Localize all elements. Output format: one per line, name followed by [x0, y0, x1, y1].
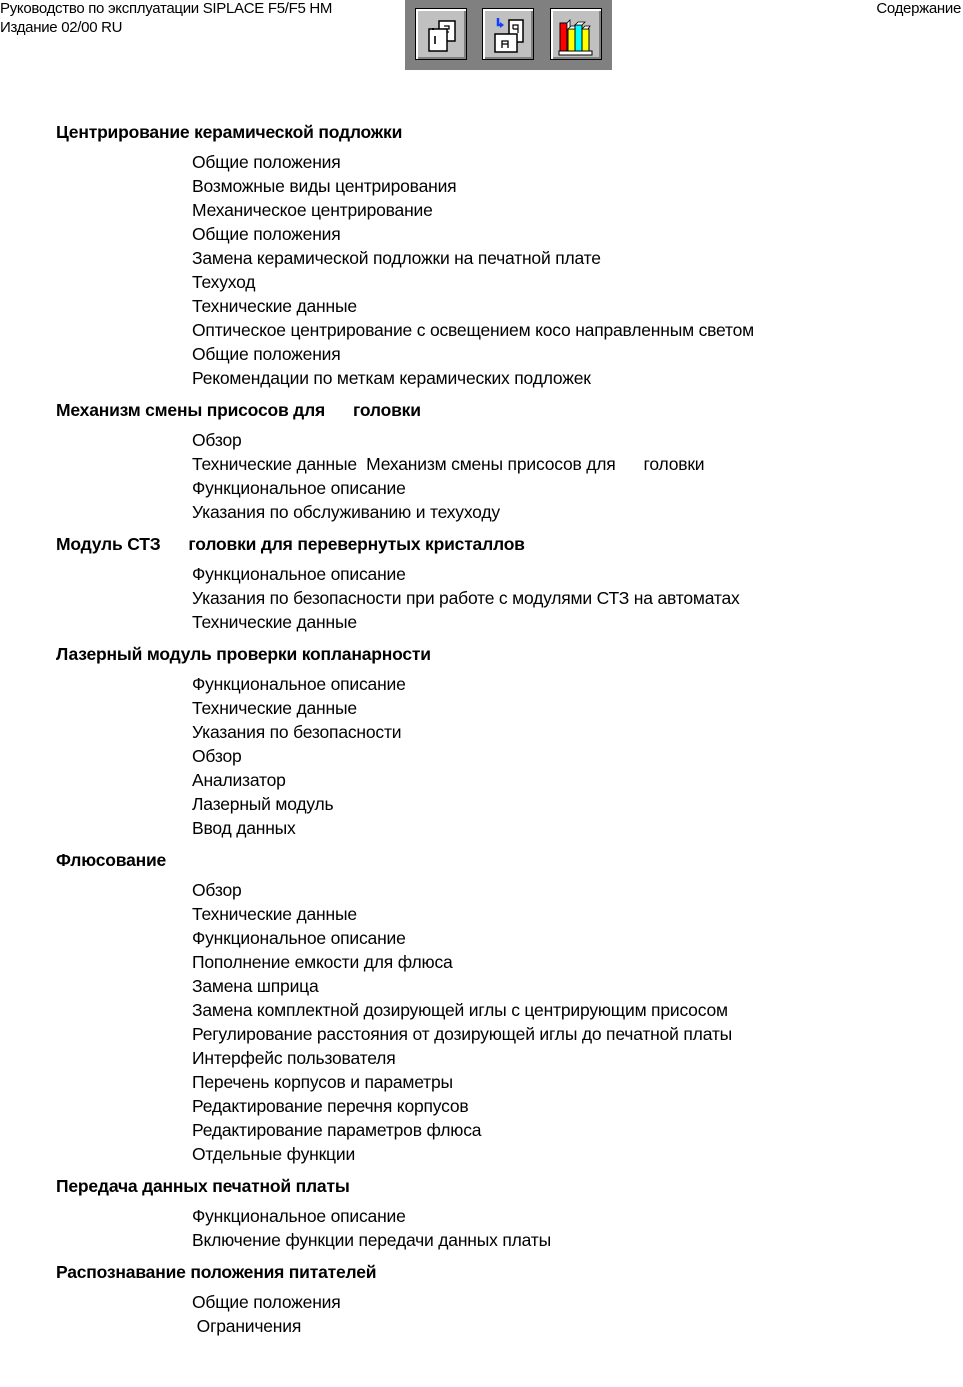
- table-of-contents: [56, 120, 936, 1346]
- section-heading[interactable]: Передача данных печатной платы: [56, 1176, 350, 1196]
- section-items: [56, 672, 936, 840]
- toc-link[interactable]: Технические данные: [192, 612, 357, 632]
- section-items: [56, 150, 936, 390]
- pages-icon: [416, 9, 468, 61]
- section-items: [56, 1290, 936, 1338]
- section-heading[interactable]: Распознавание положения питателей: [56, 1262, 377, 1282]
- section-items: [56, 1204, 936, 1252]
- toc-link[interactable]: Возможные виды центрирования: [192, 176, 457, 196]
- navigation-toolbar: [405, 0, 612, 70]
- toc-link[interactable]: Функциональное описание: [192, 674, 406, 694]
- toc-link[interactable]: Замена шприца: [192, 976, 319, 996]
- toc-link[interactable]: Включение функции передачи данных платы: [192, 1230, 551, 1250]
- section-heading[interactable]: Центрирование керамической подложки: [56, 122, 403, 142]
- toc-link[interactable]: Редактирование параметров флюса: [192, 1120, 482, 1140]
- toc-section: [56, 848, 936, 1166]
- section-heading[interactable]: Механизм смены присосов для головки: [56, 400, 421, 420]
- toc-link[interactable]: Обзор: [192, 430, 242, 450]
- previous-view-button[interactable]: [482, 8, 534, 60]
- toc-link[interactable]: Технические данные: [192, 698, 357, 718]
- toc-link[interactable]: Указания по безопасности: [192, 722, 402, 742]
- toc-link[interactable]: Перечень корпусов и параметры: [192, 1072, 453, 1092]
- toc-link[interactable]: Ввод данных: [192, 818, 296, 838]
- toc-link[interactable]: Функциональное описание: [192, 478, 406, 498]
- manual-title: Руководство по эксплуатации SIPLACE F5/F5 HM: [0, 0, 333, 17]
- page-back-icon: [483, 9, 535, 61]
- toc-link[interactable]: Общие положения: [192, 344, 341, 364]
- library-button[interactable]: [550, 8, 602, 60]
- books-icon: [551, 9, 603, 61]
- toc-link[interactable]: Техуход: [192, 272, 256, 292]
- toc-link[interactable]: Общие положения: [192, 1292, 341, 1312]
- toc-link[interactable]: Технические данные Механизм смены присосов для головки: [192, 454, 705, 474]
- toc-link[interactable]: Функциональное описание: [192, 564, 406, 584]
- toc-link[interactable]: Редактирование перечня корпусов: [192, 1096, 469, 1116]
- toc-link[interactable]: Общие положения: [192, 224, 341, 244]
- toc-link[interactable]: Анализатор: [192, 770, 286, 790]
- toc-link[interactable]: Замена комплектной дозирующей иглы с центрирующим присосом: [192, 1000, 728, 1020]
- toc-link[interactable]: Общие положения: [192, 152, 341, 172]
- toc-section: [56, 532, 936, 634]
- toc-link[interactable]: Указания по обслуживанию и техуходу: [192, 502, 500, 522]
- toc-link[interactable]: Рекомендации по меткам керамических подложек: [192, 368, 591, 388]
- toc-link[interactable]: Обзор: [192, 880, 242, 900]
- toc-link[interactable]: Пополнение емкости для флюса: [192, 952, 453, 972]
- edition-label: Издание 02/00 RU: [0, 19, 123, 36]
- toc-link[interactable]: Функциональное описание: [192, 1206, 406, 1226]
- toc-link[interactable]: Указания по безопасности при работе с модулями СТЗ на автоматах: [192, 588, 740, 608]
- toc-section: [56, 1174, 936, 1252]
- section-heading[interactable]: Лазерный модуль проверки копланарности: [56, 644, 431, 664]
- toc-link[interactable]: Технические данные: [192, 904, 357, 924]
- toc-section: [56, 1260, 936, 1338]
- section-items: [56, 562, 936, 634]
- toc-link[interactable]: Функциональное описание: [192, 928, 406, 948]
- toc-section: [56, 398, 936, 524]
- pages-button[interactable]: [415, 8, 467, 60]
- toc-link[interactable]: Обзор: [192, 746, 242, 766]
- toc-link[interactable]: Технические данные: [192, 296, 357, 316]
- toc-link[interactable]: Замена керамической подложки на печатной плате: [192, 248, 601, 268]
- toc-section: [56, 120, 936, 390]
- toc-link[interactable]: Отдельные функции: [192, 1144, 356, 1164]
- section-label: Содержание: [876, 0, 961, 17]
- section-heading[interactable]: Флюсование: [56, 850, 167, 870]
- toc-link[interactable]: Механическое центрирование: [192, 200, 433, 220]
- toc-link[interactable]: Оптическое центрирование с освещением косо направленным светом: [192, 320, 754, 340]
- section-heading[interactable]: Модуль СТЗ головки для перевернутых кристаллов: [56, 534, 525, 554]
- toc-link[interactable]: Ограничения: [192, 1316, 302, 1336]
- toc-link[interactable]: Регулирование расстояния от дозирующей иглы до печатной платы: [192, 1024, 733, 1044]
- toc-link[interactable]: Интерфейс пользователя: [192, 1048, 396, 1068]
- toc-link[interactable]: Лазерный модуль: [192, 794, 334, 814]
- section-items: [56, 878, 936, 1166]
- toc-section: [56, 642, 936, 840]
- document-header: [0, 0, 332, 37]
- section-items: [56, 428, 936, 524]
